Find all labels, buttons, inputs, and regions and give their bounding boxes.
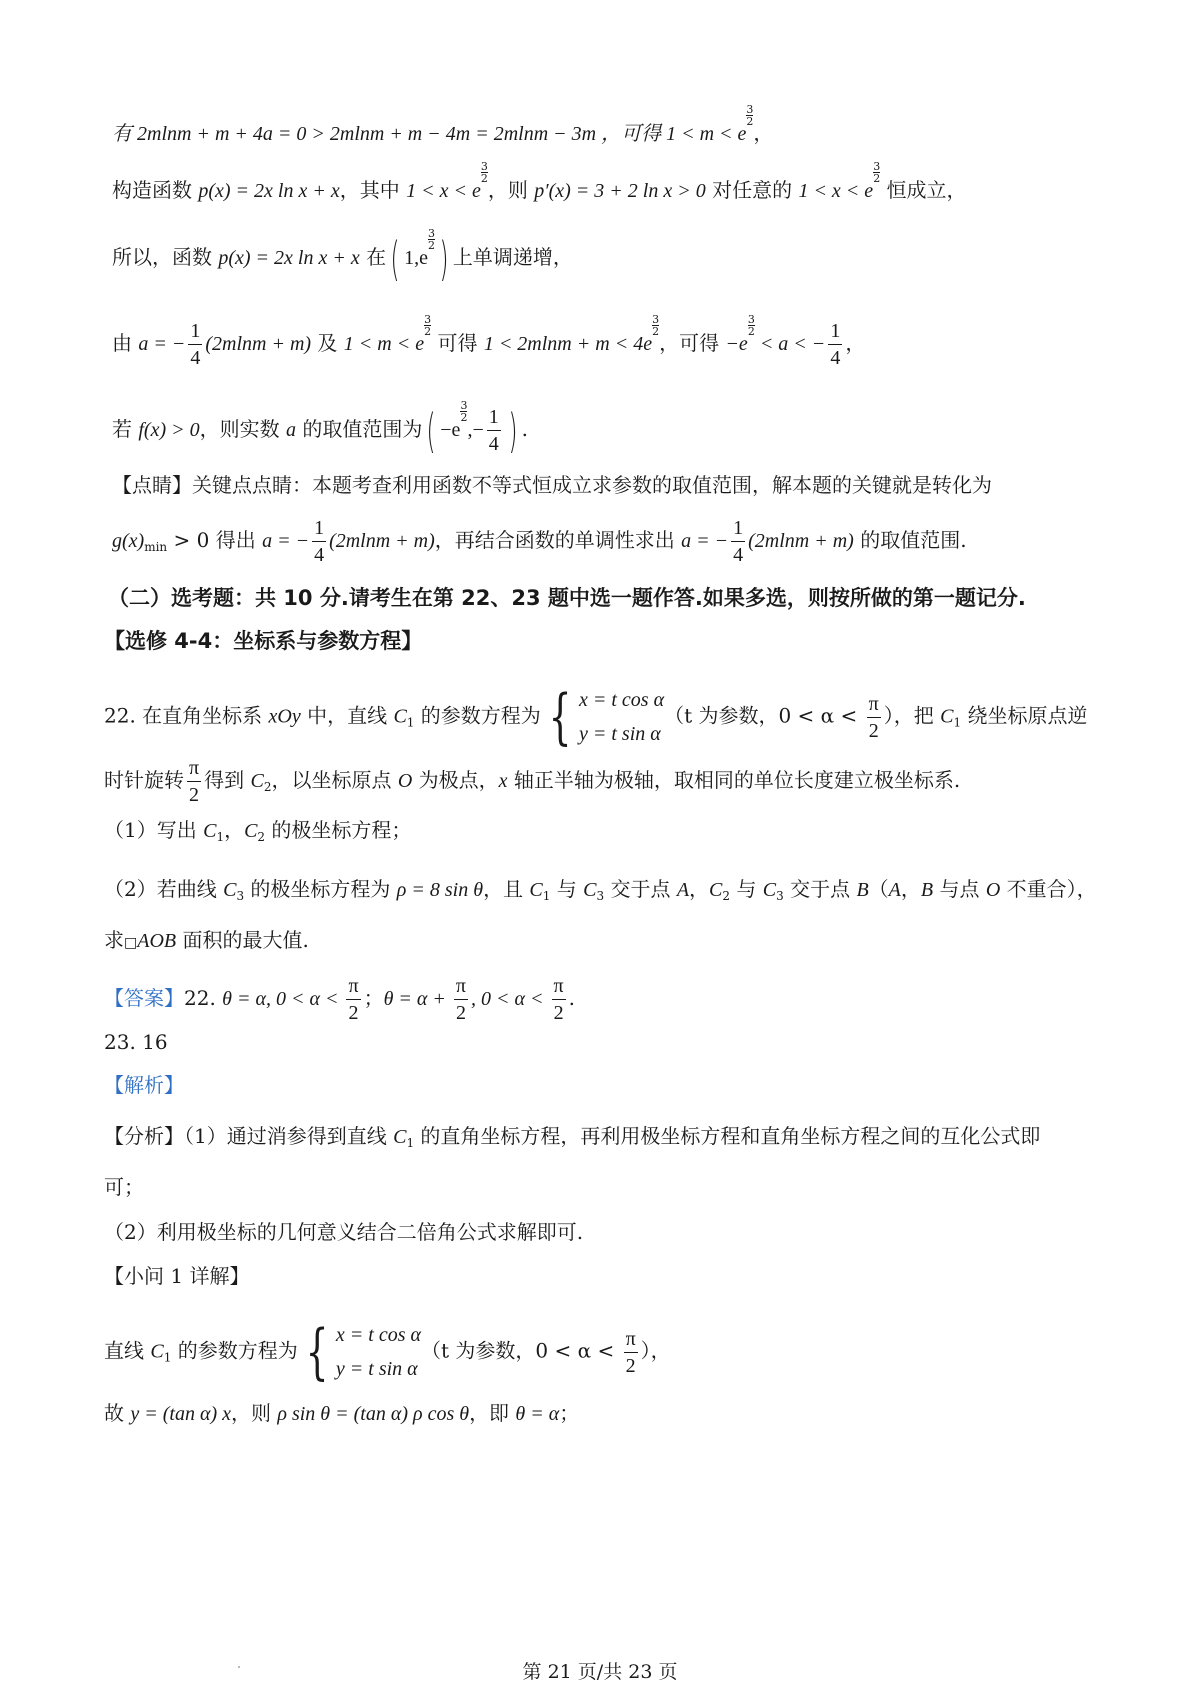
detail-line-2 bbox=[104, 1403, 579, 1424]
text: 为极点， bbox=[412, 768, 499, 792]
text: 上单调递增， bbox=[452, 245, 573, 269]
left-brace: { bbox=[548, 682, 572, 752]
text-line-1 bbox=[112, 104, 773, 144]
equation: a = − bbox=[262, 530, 310, 552]
text: ，以坐标原点 bbox=[271, 768, 398, 792]
exponent-fraction: $\frac{3}{2}$ bbox=[746, 103, 754, 128]
curve: C bbox=[393, 1126, 407, 1148]
text: ）， bbox=[640, 1338, 671, 1363]
exponent-fraction: $\frac{3}{2}$ bbox=[460, 399, 468, 424]
fraction: $\frac{\pi}{2}$ bbox=[868, 692, 879, 742]
text: ； bbox=[363, 986, 384, 1010]
point: A bbox=[676, 879, 690, 901]
text: （t 为参数，0 < α < bbox=[664, 703, 864, 728]
text: 22. 在直角坐标系 bbox=[104, 703, 269, 728]
function-def: p(x) = 2x ln x + x bbox=[218, 247, 360, 269]
answer-line bbox=[104, 976, 575, 1023]
text: ），把 bbox=[883, 703, 941, 728]
text: 与 bbox=[730, 877, 763, 901]
subscript: 2 bbox=[722, 889, 731, 903]
expression: −e bbox=[725, 333, 748, 355]
expression: (2mlnm + m) bbox=[748, 530, 854, 552]
inequality: 1 < m < e bbox=[343, 333, 425, 355]
point: O bbox=[397, 770, 413, 792]
point: A bbox=[888, 879, 901, 901]
subscript: 1 bbox=[406, 715, 415, 730]
text: 得到 bbox=[204, 768, 251, 792]
polar-equation: θ = α bbox=[515, 1403, 560, 1425]
subscript: 1 bbox=[163, 1350, 172, 1365]
variable: x bbox=[498, 770, 508, 792]
equation: 有 2mlnm + m + 4a = 0 > 2mlnm + m − 4m = 2mlnm − 3m ，可得 bbox=[112, 123, 667, 145]
punct: . bbox=[521, 417, 529, 441]
question-22 bbox=[104, 683, 1087, 751]
text: （t 为参数，0 < α < bbox=[420, 1338, 621, 1363]
text: ，则实数 bbox=[199, 417, 286, 441]
text: > 0 得出 bbox=[167, 528, 263, 552]
fraction: $\frac{\pi}{2}$ bbox=[553, 975, 564, 1024]
text: ，且 bbox=[483, 877, 530, 901]
text: 对任意的 bbox=[705, 178, 799, 202]
fraction: $\frac{\pi}{2}$ bbox=[348, 975, 359, 1024]
equation: a = − bbox=[138, 333, 186, 355]
fraction: $\frac{1}{4}$ bbox=[830, 320, 841, 369]
punct: . bbox=[568, 986, 575, 1010]
text: 面积的最大值. bbox=[176, 928, 309, 952]
coord-system: xOy bbox=[268, 705, 301, 728]
punct: ,− bbox=[467, 419, 484, 441]
right-paren: ) bbox=[439, 231, 449, 286]
exponent-fraction: $\frac{3}{2}$ bbox=[747, 313, 755, 338]
text: ，则 bbox=[487, 178, 535, 202]
fraction: $\frac{1}{4}$ bbox=[314, 517, 325, 566]
curve: C bbox=[393, 705, 407, 728]
variable: a bbox=[285, 419, 296, 441]
text: ，即 bbox=[469, 1401, 516, 1425]
exponent-fraction: $\frac{3}{2}$ bbox=[873, 160, 881, 185]
analysis-line-3: （2）利用极坐标的几何意义结合二倍角公式求解即可. bbox=[104, 1220, 584, 1244]
polar-equation: θ = α + bbox=[383, 988, 451, 1010]
inequality: f(x) > 0 bbox=[138, 419, 200, 441]
fraction: $\frac{1}{4}$ bbox=[488, 406, 499, 455]
inequality: < a < − bbox=[754, 333, 826, 355]
fraction: $\frac{\pi}{2}$ bbox=[625, 1327, 636, 1377]
curve: C bbox=[583, 879, 597, 901]
subscript: min bbox=[144, 540, 168, 554]
inequality: 1 < m < e bbox=[666, 123, 747, 145]
subscript: 3 bbox=[596, 889, 605, 903]
curve: C bbox=[762, 879, 777, 901]
text: 在 bbox=[359, 245, 387, 269]
derivative: p′(x) = 3 + 2 ln x > 0 bbox=[534, 180, 706, 202]
text: 所以，函数 bbox=[112, 245, 219, 269]
text: 直线 bbox=[104, 1338, 151, 1363]
exponent-fraction: $\frac{3}{2}$ bbox=[427, 227, 435, 252]
subscript: 2 bbox=[263, 780, 272, 794]
curve: C bbox=[940, 705, 954, 728]
text: 求 bbox=[104, 928, 124, 952]
text: 的极坐标方程为 bbox=[244, 877, 397, 901]
answer-tag: 【答案】 bbox=[104, 986, 184, 1010]
text: 的直角坐标方程，再利用极坐标方程和直角坐标方程之间的互化公式即 bbox=[414, 1124, 1041, 1148]
subquestion-1 bbox=[104, 820, 411, 843]
text-line-2 bbox=[112, 161, 967, 201]
text: 与点 bbox=[933, 877, 986, 901]
text: 时针旋转 bbox=[104, 768, 184, 792]
text: ， bbox=[689, 877, 710, 901]
exponent-fraction: $\frac{3}{2}$ bbox=[424, 313, 432, 338]
text: 绕坐标原点逆 bbox=[961, 703, 1088, 728]
polar-equation: ρ = 8 sin θ bbox=[396, 879, 484, 901]
subscript: 1 bbox=[542, 889, 551, 903]
fraction: $\frac{1}{4}$ bbox=[190, 320, 201, 369]
punct: ， bbox=[753, 121, 774, 145]
answer-23: 23. 16 bbox=[104, 1030, 168, 1054]
analysis-line-1 bbox=[104, 1126, 1040, 1149]
text: ， bbox=[224, 818, 245, 842]
text: 的极坐标方程； bbox=[265, 818, 412, 842]
punct: ， bbox=[845, 331, 866, 355]
text: 构造函数 bbox=[112, 178, 199, 202]
detail-heading: 【小问 1 详解】 bbox=[104, 1264, 250, 1288]
text: 与 bbox=[550, 877, 584, 901]
text: （1）写出 bbox=[104, 818, 204, 842]
subscript: 3 bbox=[236, 889, 245, 903]
punct: ； bbox=[559, 1401, 580, 1425]
text: ，则 bbox=[230, 1401, 278, 1425]
inequality: 1 < x < e bbox=[406, 180, 481, 202]
triangle-name: AOB bbox=[137, 930, 177, 952]
subscript: 1 bbox=[953, 715, 962, 730]
text: 【分析】（1）通过消参得到直线 bbox=[104, 1124, 394, 1148]
fraction: $\frac{1}{4}$ bbox=[733, 517, 744, 566]
interval: 1,e bbox=[404, 247, 428, 269]
text: ，可得 bbox=[659, 331, 726, 355]
detail-line-1 bbox=[104, 1318, 671, 1386]
left-paren: ( bbox=[426, 403, 436, 458]
function: g(x) bbox=[112, 530, 145, 552]
text: 22. bbox=[184, 986, 223, 1010]
subscript: 3 bbox=[776, 889, 784, 903]
text-line-3 bbox=[112, 227, 573, 286]
text: 故 bbox=[104, 1401, 131, 1425]
analysis-line-2: 可； bbox=[104, 1175, 144, 1199]
expression: −e bbox=[440, 419, 461, 441]
curve: C bbox=[250, 770, 264, 792]
equation: y = (tan α) x bbox=[130, 1403, 231, 1425]
equation: a = − bbox=[681, 530, 729, 552]
polar-equation: θ = α, 0 < α < bbox=[222, 988, 344, 1010]
function-def: p(x) = 2x ln x + x bbox=[198, 180, 340, 202]
text: 不重合）， bbox=[1000, 877, 1097, 901]
exponent-fraction: $\frac{3}{2}$ bbox=[480, 160, 488, 185]
section-heading: （二）选考题：共 10 分.请考生在第 22、23 题中选一题作答.如果多选，则按所做的第一题记分. bbox=[108, 586, 1026, 610]
subsection-heading: 【选修 4-4：坐标系与参数方程】 bbox=[104, 629, 423, 653]
right-paren: ) bbox=[508, 403, 518, 458]
text: 由 bbox=[112, 331, 139, 355]
text: ， bbox=[900, 877, 921, 901]
text: 若 bbox=[112, 417, 139, 441]
equation-system: x = t cos α y = t sin α bbox=[578, 689, 665, 745]
analysis-tag: 【解析】 bbox=[104, 1073, 184, 1097]
fraction: $\frac{\pi}{2}$ bbox=[455, 975, 467, 1024]
inequality: 1 < x < e bbox=[798, 180, 874, 202]
expression: (2mlnm + m) bbox=[205, 333, 312, 355]
text: ，再结合函数的单调性求出 bbox=[434, 528, 682, 552]
text: 的取值范围为 bbox=[295, 417, 423, 441]
text: ，其中 bbox=[339, 178, 407, 202]
triangle-symbol: □ bbox=[124, 935, 138, 951]
curve: C bbox=[244, 820, 258, 842]
left-brace: { bbox=[305, 1317, 329, 1387]
text: 交于点 bbox=[604, 877, 677, 901]
tip-line: 【点睛】关键点点睛：本题考查利用函数不等式恒成立求参数的取值范围，解本题的关键就是转化为 bbox=[112, 473, 992, 497]
polar-equation: ρ sin θ = (tan α) ρ cos θ bbox=[277, 1403, 470, 1425]
inequality: , 0 < α < bbox=[471, 988, 549, 1010]
text-line-14 bbox=[104, 930, 309, 951]
text: 的取值范围. bbox=[853, 528, 967, 552]
curve: C bbox=[529, 879, 543, 901]
text: 的参数方程为 bbox=[171, 1338, 298, 1363]
inequality: 1 < 2mlnm + m < 4e bbox=[483, 333, 653, 355]
subscript: 1 bbox=[406, 1136, 415, 1150]
text: （ bbox=[868, 877, 889, 901]
page-footer: 第 21 页/共 23 页 bbox=[522, 1661, 678, 1683]
equation-system: x = t cos α y = t sin α bbox=[335, 1324, 421, 1380]
expression: (2mlnm + m) bbox=[329, 530, 435, 552]
subscript: 1 bbox=[216, 830, 225, 844]
text: 的参数方程为 bbox=[414, 703, 541, 728]
text: 中，直线 bbox=[300, 703, 394, 728]
curve: C bbox=[709, 879, 723, 901]
subquestion-2 bbox=[104, 879, 1097, 902]
left-paren: ( bbox=[390, 231, 400, 286]
curve: C bbox=[223, 879, 237, 901]
text-line-5 bbox=[112, 399, 529, 458]
point: B bbox=[856, 879, 869, 901]
text-line-11 bbox=[104, 758, 960, 805]
subscript: 2 bbox=[257, 830, 266, 844]
text-line-7 bbox=[112, 518, 967, 565]
curve: C bbox=[150, 1340, 164, 1363]
point: O bbox=[985, 879, 1001, 901]
text: （2）若曲线 bbox=[104, 877, 224, 901]
text: 交于点 bbox=[783, 877, 857, 901]
text: 轴正半轴为极轴，取相同的单位长度建立极坐标系. bbox=[507, 768, 961, 792]
exponent-fraction: $\frac{3}{2}$ bbox=[652, 313, 660, 338]
curve: C bbox=[203, 820, 217, 842]
fraction: $\frac{\pi}{2}$ bbox=[189, 757, 200, 806]
text: 及 bbox=[311, 331, 344, 355]
point: B bbox=[920, 879, 934, 901]
text-line-4 bbox=[112, 314, 865, 368]
text: 可得 bbox=[431, 331, 484, 355]
text: 恒成立， bbox=[880, 178, 967, 202]
